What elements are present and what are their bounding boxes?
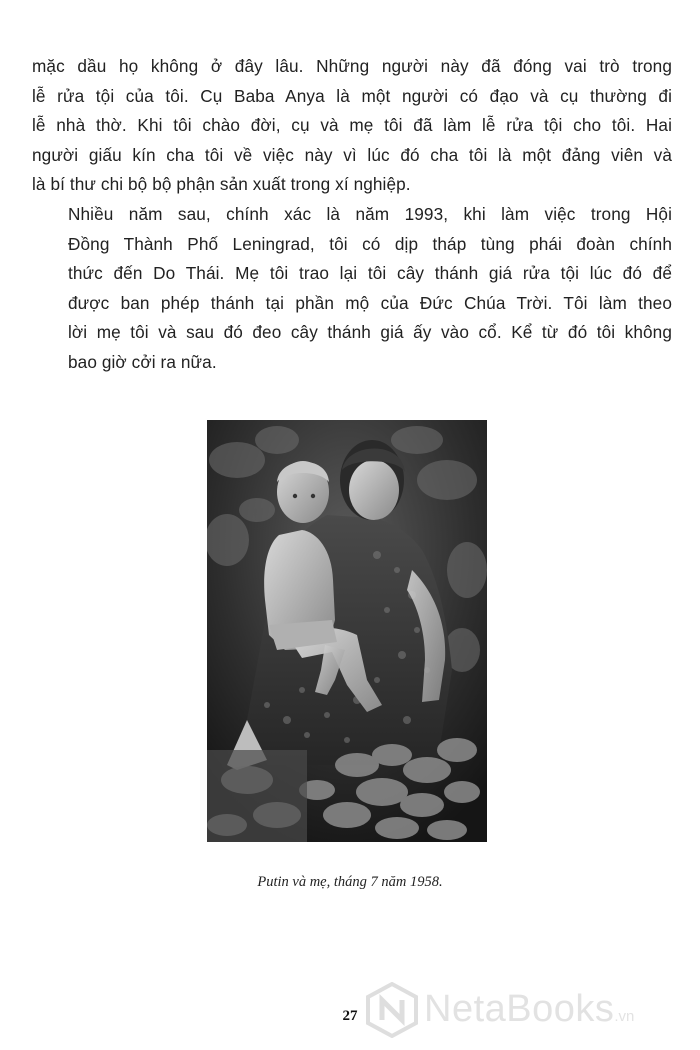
- text-line: Nhiều năm sau, chính xác là năm 1993, khi làm việc trong Hội: [68, 203, 672, 224]
- watermark-suffix: .vn: [614, 1008, 635, 1025]
- text-line: lễ rửa tội của tôi. Cụ Baba Anya là một người có đạo và cụ thường đi: [32, 85, 672, 106]
- text-line: là bí thư chi bộ bộ phận sản xuất trong xí nghiệp.: [32, 174, 411, 195]
- text-line: lời mẹ tôi và sau đó đeo cây thánh giá ấy vào cổ. Kể từ đó tôi không: [68, 322, 672, 343]
- watermark-brand: NetaBooks: [424, 988, 615, 1030]
- watermark-text: [424, 988, 634, 1031]
- text-line: người giấu kín cha tôi về việc này vì lúc đó cha tôi là một đảng viên và: [32, 144, 672, 165]
- watermark: [366, 982, 696, 1042]
- text-line: Đồng Thành Phố Leningrad, tôi có dịp tháp tùng phái đoàn chính: [68, 233, 672, 254]
- text-line: được ban phép thánh tại phần mộ của Đức Chúa Trời. Tôi làm theo: [68, 292, 672, 313]
- text-line: bao giờ cởi ra nữa.: [68, 351, 217, 372]
- photo-caption: Putin và mẹ, tháng 7 năm 1958.: [257, 874, 443, 890]
- photo-image: [207, 420, 487, 842]
- family-photo: [207, 420, 487, 842]
- text-line: lễ nhà thờ. Khi tôi chào đời, cụ và mẹ tôi đã làm lễ rửa tội cho tôi. Hai: [32, 115, 672, 136]
- paragraph-1: [32, 52, 672, 200]
- netabooks-logo-icon: [366, 982, 418, 1038]
- text-line: thức đến Do Thái. Mẹ tôi trao lại tôi cây thánh giá rửa tội lúc đó để: [68, 263, 672, 284]
- paragraph-2: [32, 200, 672, 378]
- body-text: [32, 52, 672, 378]
- text-line: mặc dầu họ không ở đây lâu. Những người này đã đóng vai trò trong: [32, 56, 672, 76]
- page-number: 27: [342, 1008, 358, 1024]
